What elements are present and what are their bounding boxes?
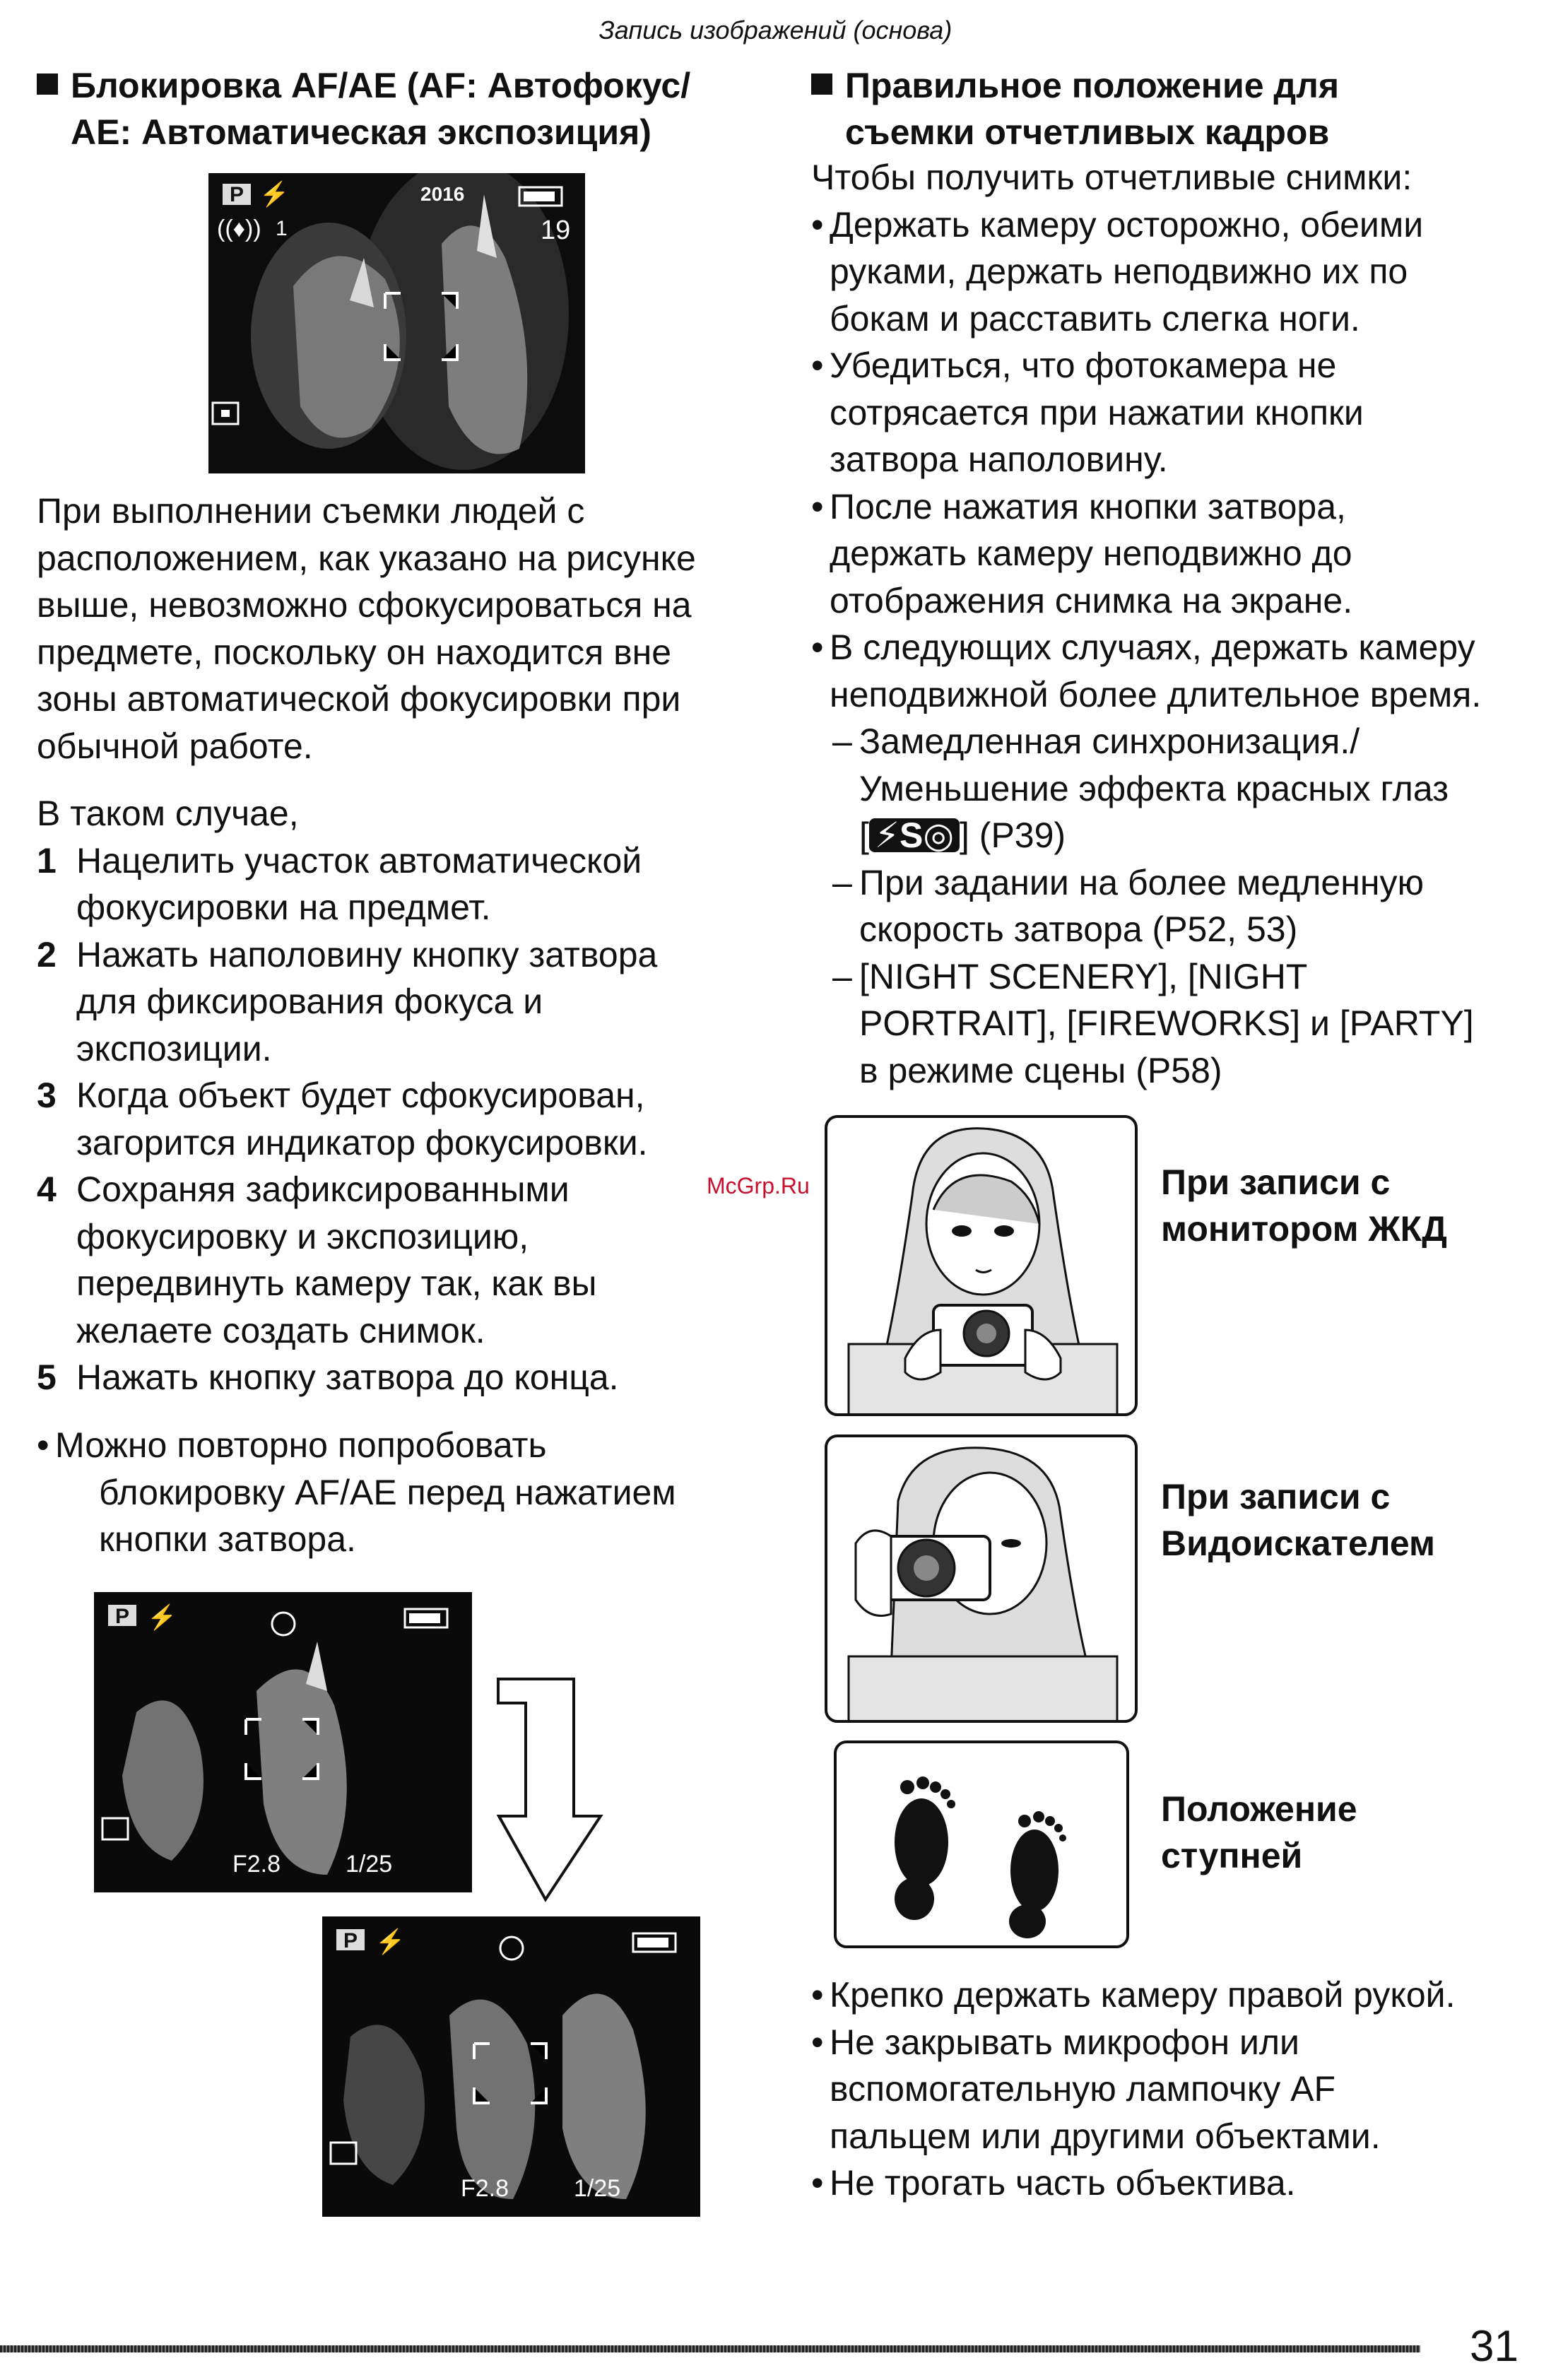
resolution-label: 2016 [420,183,465,205]
scene-svg [322,1916,700,2217]
steps-block [37,790,772,1401]
square-bullet-icon [37,73,58,95]
caption-viewfinder: При записи с Видоискателем [1161,1477,1436,1563]
camera-screen-image-2 [94,1592,472,1892]
step-item: 1 Нацелить участок автоматической фокусировки на предмет. [37,840,642,927]
stabilizer-icon: ((♦)) [217,216,261,242]
lcd-hold-illustration [825,1115,1138,1416]
stabilizer-mode: 1 [276,217,288,240]
mode-p-label: P [343,1929,358,1952]
page-number: 31 [1470,2322,1518,2371]
flash-off-icon: ⚡ [147,1604,177,1631]
scene-svg [208,173,585,473]
tips-intro: Чтобы получить отчетливые снимки: [811,158,1413,197]
section-title-af-ae: Блокировка AF/AE (AF: Автофокус/ AE: Автоматическая экспозиция) [37,62,772,155]
caption-lcd: При записи с монитором ЖКД [1161,1162,1447,1249]
watermark: McGrp.Ru [707,1173,810,1198]
retry-note: • Можно повторно попробовать блокировку AF/AE перед нажатием кнопки затвора. [37,1422,772,1563]
tip-item: • В следующих случаях, держать камеру неподвижной более длительное время. [811,624,1525,718]
tip-item: • После нажатия кнопки затвора, держать камеру неподвижно до отображения снимка на экране. [811,483,1525,625]
scene-svg [94,1592,472,1892]
step-item: 4 Сохраняя зафиксированными фокусировку и экспозицию, передвинуть камеру так, как вы желаете создать снимок. [37,1170,597,1350]
aperture-readout: F2.8 [232,1851,281,1878]
square-bullet-icon [811,73,832,95]
shots-remaining: 19 [541,216,571,245]
flash-off-icon: ⚡ [375,1928,406,1955]
tip-item: • Убедиться, что фотокамера не сотрясается при нажатии кнопки затвора наполовину. [811,342,1525,483]
mode-p-label: P [115,1605,130,1628]
camera-screen-image-1 [208,173,585,473]
shutter-readout: 1/25 [574,2175,621,2202]
tip-item: • Держать камеру осторожно, обеими руками, держать неподвижно их по бокам и расставить слегка ноги. [811,201,1525,343]
case-item: – Замедленная синхронизация./ Уменьшение эффекта красных глаз [ ⚡S◎ ] (P39) [832,718,1525,859]
tip-item: • Крепко держать камеру правой рукой. [811,1972,1525,2019]
camera-screen-image-3 [322,1916,700,2217]
flash-redeye-icon: ⚡S◎ [869,818,960,852]
caption-feet: Положение ступней [1161,1789,1357,1875]
down-arrow-icon [495,1675,608,1908]
section-title-position: Правильное положение для съемки отчетливых кадров [811,62,1525,155]
tip-item: • Не трогать часть объектива. [811,2160,1525,2207]
step-item: 5 Нажать кнопку затвора до конца. [37,1357,619,1397]
feet-position-illustration [834,1740,1129,1948]
step-item: 2 Нажать наполовину кнопку затвора для фиксирования фокуса и экспозиции. [37,934,658,1068]
viewfinder-hold-illustration [825,1435,1138,1723]
shutter-readout: 1/25 [346,1851,393,1878]
footer-rule [0,2345,1420,2352]
case-item: – [NIGHT SCENERY], [NIGHT PORTRAIT], [FIREWORKS] и [PARTY] в режиме сцены (P58) [832,953,1525,1095]
tip-item: • Не закрывать микрофон или вспомогательную лампочку AF пальцем или другими объектами. [811,2019,1525,2160]
tips-block [811,154,1525,1094]
flash-off-icon: ⚡ [259,181,290,208]
footprints-drawing [837,1743,1126,1945]
step-item: 3 Когда объект будет сфокусирован, загорится индикатор фокусировки. [37,1076,648,1162]
in-this-case-label: В таком случае, [37,794,299,833]
woman-viewfinder-drawing [827,1437,1135,1720]
bottom-tips [811,1972,1525,2207]
mode-p-label: P [230,183,244,206]
aperture-readout: F2.8 [461,2175,509,2202]
intro-paragraph: При выполнении съемки людей с расположением, как указано на рисунке выше, невозможно сфокусироваться на предмете, поскольку он находится вне зоны автоматической фокусировки при обычной работе. [37,491,696,766]
case-item: – При задании на более медленную скорость затвора (P52, 53) [832,859,1525,953]
woman-lcd-drawing [827,1118,1135,1413]
page-header: Запись изображений (основа) [598,16,953,45]
